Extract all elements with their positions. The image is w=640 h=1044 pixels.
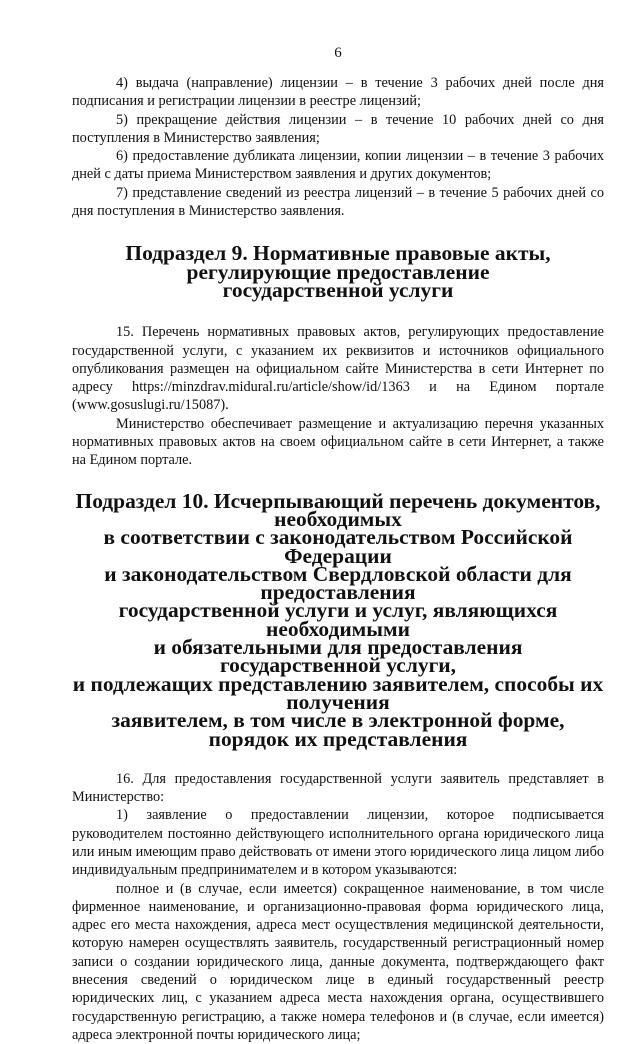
heading-line: и подлежащих представлению заявителем, способы их получения (72, 671, 604, 714)
paragraph-15: 15. Перечень нормативных правовых актов, регулирующих предоставление государственной услуги, с указанием их реквизитов и источников официального опубликования размещен на официальном сайте Министерства в сети Интернет по адресу https://minzdrav.midural.ru/article/show/id/1363 и на Едином портале (www.gosuslugi.ru/15087). (72, 324, 604, 414)
paragraph-16-item-1: 1) заявление о предоставлении лицензии, которое подписывается руководителем постоянно действующего исполнительного органа юридического лица или иным имеющим право действовать от имени этого юридического лица лицом либо индивидуальным предпринимателем и в котором указываются: (72, 807, 604, 879)
list-item-5: 5) прекращение действия лицензии – в течение 10 рабочих дней со дня поступления в Министерство заявления; (72, 111, 604, 146)
list-item-7: 7) представление сведений из реестра лицензий – в течение 5 рабочих дней со дня поступления в Министерство заявления. (72, 184, 604, 220)
heading-line: Подраздел 9. Нормативные правовые акты, регулирующие предоставление (125, 241, 551, 284)
heading-line: в соответствии с законодательством Российской Федерации (103, 525, 573, 568)
heading-line: и законодательством Свердловской области для предоставления (104, 561, 572, 605)
heading-line: Подраздел 10. Исчерпывающий перечень документов, необходимых (75, 488, 601, 531)
list-item-4: 4) выдача (направление) лицензии – в течение 3 рабочих дней после дня подписания и регистрации лицензии в реестре лицензий; (72, 75, 604, 110)
paragraph-legal-entity-details: полное и (в случае, если имеется) сокращенное наименование, в том числе фирменное наименование, и организационно-правовая форма юридического лица, адрес его места нахождения, адреса мест осуществления медицинской деятельности, которую намерен осуществлять заявитель, государственный регистрационный номер записи о создании юридического лица, данные документа, подтверждающего факт внесения сведений о юридическом лице в единый государственный реестр юридических лиц, с указанием адреса места нахождения органа, осуществившего государственную регистрацию, а также номера телефонов и (в случае, если имеется) адреса электронной почты юридического лица; (72, 880, 604, 1043)
spacer (72, 748, 604, 770)
paragraph-16: 16. Для предоставления государственной услуги заявитель представляет в Министерство: (72, 770, 604, 806)
heading-line: государственной услуги и услуг, являющихся необходимыми (118, 598, 558, 641)
heading-line: заявителем, в том числе в электронной форме, порядок их представления (111, 708, 565, 751)
heading-line: и обязательными для предоставления государственной услуги, (153, 635, 523, 678)
list-item-6: 6) предоставление дубликата лицензии, копии лицензии – в течение 3 рабочих дней с даты приема Министерством заявления и других документов; (72, 148, 604, 183)
heading-line: государственной услуги (222, 277, 454, 302)
page-number: 6 (334, 45, 342, 61)
subsection-9-heading (72, 241, 604, 302)
subsection-10-heading (72, 488, 604, 751)
spacer (72, 299, 604, 323)
paragraph-ministry-publishing: Министерство обеспечивает размещение и актуализацию перечня указанных нормативных правовых актов на своем официальном сайте в сети Интернет, а также на Едином портале. (72, 415, 604, 469)
